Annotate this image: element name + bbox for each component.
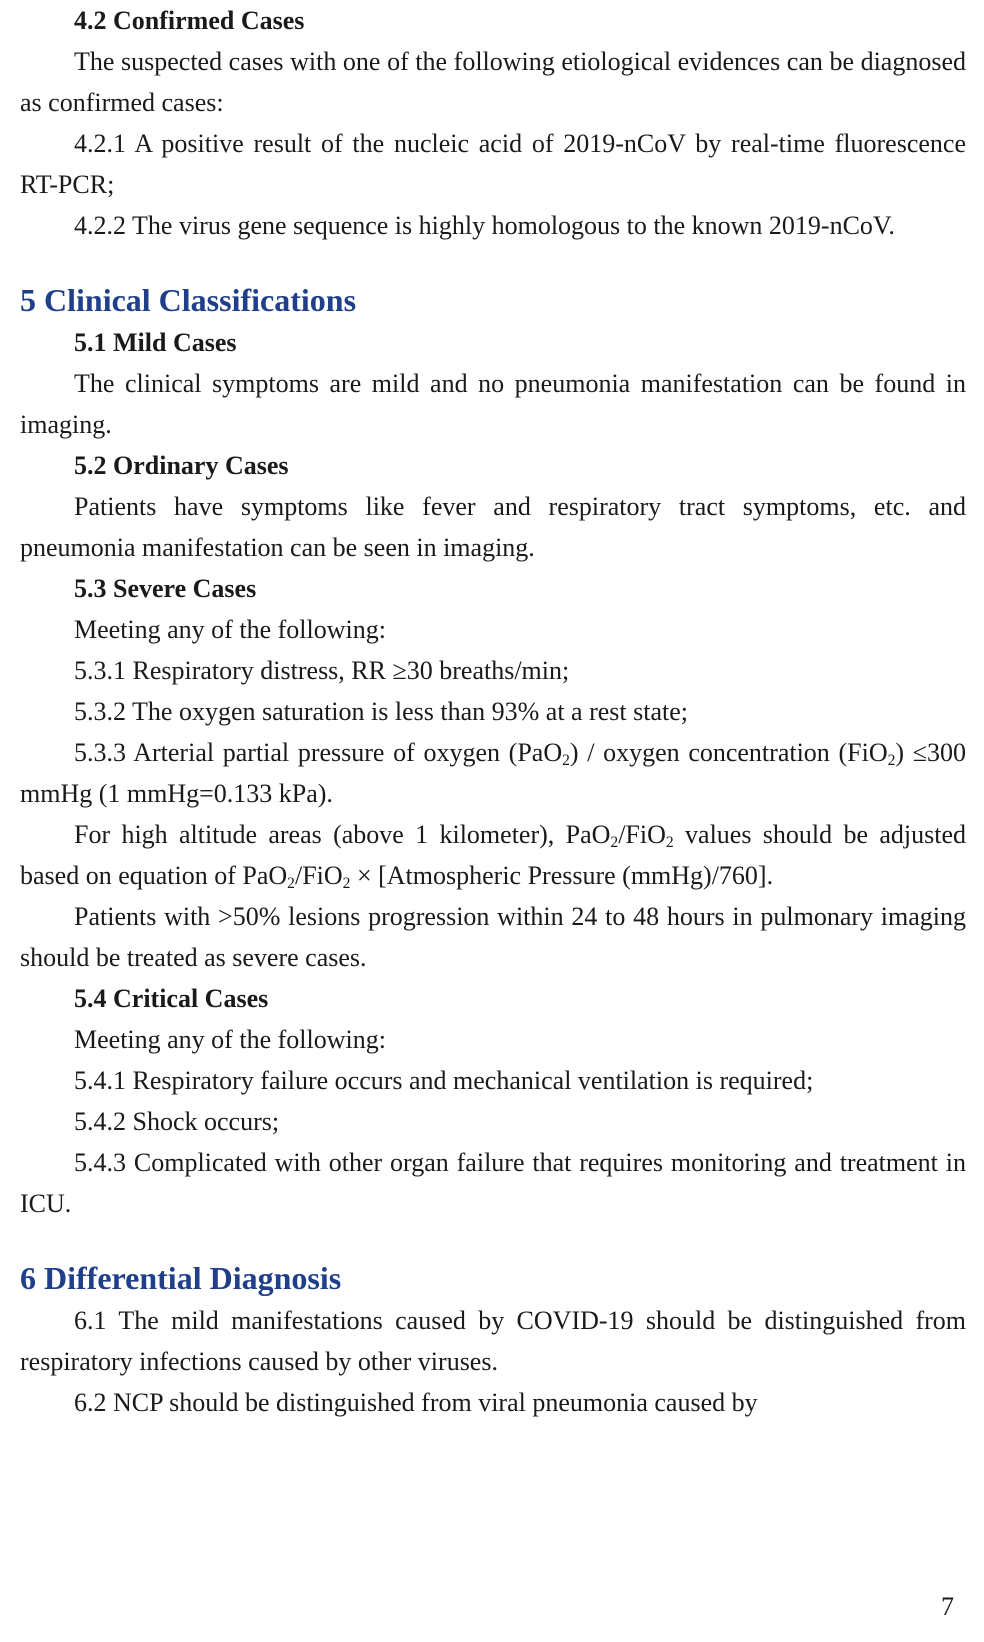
section-5-3-intro: Meeting any of the following: [74,615,386,644]
subscript-2: 2 [287,874,295,892]
section-5-2-text: Patients have symptoms like fever and respiratory tract symptoms, etc. and pneumonia manifestation can be seen in imaging. [20,492,966,562]
page-number: 7 [941,1592,954,1621]
altitude-part-b: /FiO [618,820,666,849]
item-5-4-3: 5.4.3 Complicated with other organ failure that requires monitoring and treatment in ICU. [20,1148,966,1218]
item-5-3-3-part-c: ) ≤300 mmHg (1 mmHg=0.133 kPa). [20,738,966,808]
item-5-3-3-part-b: ) / oxygen concentration (FiO [569,738,888,767]
document-page [20,0,966,1423]
subscript-2: 2 [665,833,674,851]
item-5-4-1: 5.4.1 Respiratory failure occurs and mechanical ventilation is required; [74,1066,814,1095]
item-5-3-3-part-a: 5.3.3 Arterial partial pressure of oxygen (PaO [74,738,563,767]
section-5-4-heading: 5.4 Critical Cases [74,984,269,1013]
section-5-4-intro: Meeting any of the following: [74,1025,386,1054]
item-6-2: 6.2 NCP should be distinguished from viral pneumonia caused by [74,1388,758,1417]
section-4-2-intro: The suspected cases with one of the following etiological evidences can be diagnosed as confirmed cases: [20,47,966,117]
item-5-3-3 [20,732,966,814]
altitude-part-a: For high altitude areas (above 1 kilometer), PaO [74,820,611,849]
section-4-2-heading: 4.2 Confirmed Cases [74,6,305,35]
item-4-2-2: 4.2.2 The virus gene sequence is highly homologous to the known 2019-nCoV. [74,211,895,240]
item-6-1: 6.1 The mild manifestations caused by COVID-19 should be distinguished from respiratory infections caused by other viruses. [20,1306,966,1376]
subscript-2: 2 [610,833,619,851]
altitude-part-d: /FiO [294,861,343,890]
section-5-1-text: The clinical symptoms are mild and no pneumonia manifestation can be found in imaging. [20,369,966,439]
item-5-3-1: 5.3.1 Respiratory distress, RR ≥30 breaths/min; [74,656,570,685]
subscript-2: 2 [562,751,570,769]
subscript-2: 2 [342,874,351,892]
subscript-2: 2 [887,751,896,769]
altitude-part-c: values should be adjusted based on equation of PaO [20,820,966,890]
progression-note: Patients with >50% lesions progression within 24 to 48 hours in pulmonary imaging should be treated as severe cases. [20,902,966,972]
altitude-part-e: × [Atmospheric Pressure (mmHg)/760]. [350,861,774,890]
item-4-2-1: 4.2.1 A positive result of the nucleic acid of 2019-nCoV by real-time fluorescence RT-PCR; [20,129,966,199]
item-5-4-2: 5.4.2 Shock occurs; [74,1107,280,1136]
section-6-heading: 6 Differential Diagnosis [20,1260,342,1296]
item-5-3-2: 5.3.2 The oxygen saturation is less than 93% at a rest state; [74,697,688,726]
section-5-1-heading: 5.1 Mild Cases [74,328,237,357]
section-5-3-heading: 5.3 Severe Cases [74,574,257,603]
high-altitude-note [20,814,966,896]
section-5-2-heading: 5.2 Ordinary Cases [74,451,289,480]
section-5-heading: 5 Clinical Classifications [20,282,357,318]
